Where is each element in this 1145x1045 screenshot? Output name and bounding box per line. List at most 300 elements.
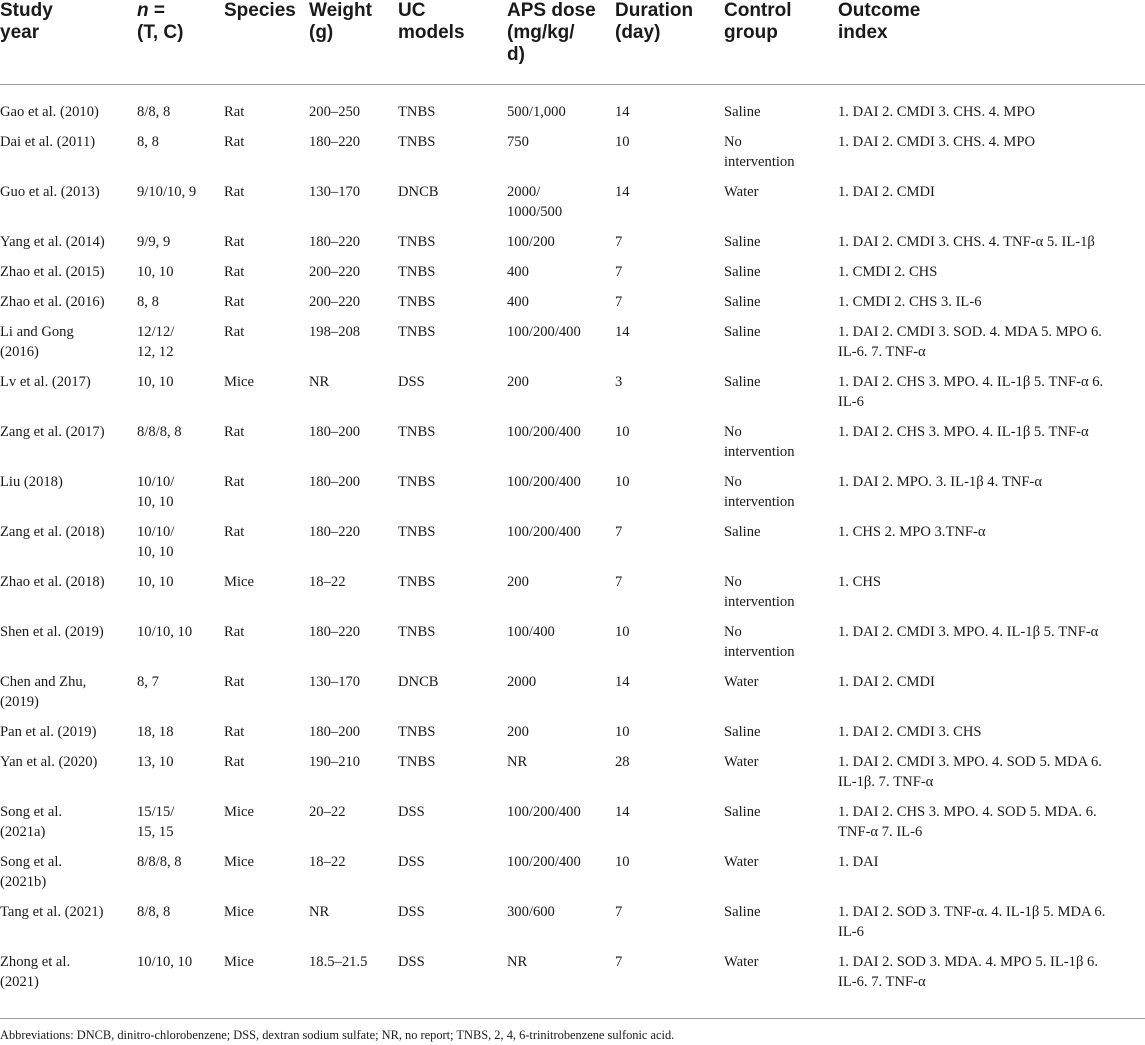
cell-line: 20–22	[309, 804, 346, 820]
cell-duration	[615, 372, 724, 422]
cell-line: Liu (2018)	[0, 474, 63, 490]
cell-line: Rat	[224, 184, 245, 200]
cell-line: Saline	[724, 294, 761, 310]
cell-aps-dose	[507, 372, 615, 422]
cell-aps-dose	[507, 802, 615, 852]
cell-line: 7	[615, 574, 623, 590]
cell-weight	[309, 422, 398, 472]
cell-n-treatment-control	[137, 182, 224, 232]
cell-control-group	[724, 132, 838, 182]
cell-line: (mg/kg/	[507, 22, 575, 43]
cell-line: Saline	[724, 524, 761, 540]
cell-line: TNBS	[398, 134, 436, 150]
cell-line: 1. DAI	[838, 854, 879, 870]
cell-species	[224, 322, 309, 372]
cell-line: 130–170	[309, 184, 361, 200]
cell-line: Rat	[224, 724, 245, 740]
cell-line: 8/8, 8	[137, 104, 171, 120]
cell-line: TNBS	[398, 294, 436, 310]
cell-aps-dose	[507, 322, 615, 372]
cell-study-year	[0, 722, 137, 752]
cell-line: Water	[724, 954, 759, 970]
cell-line: Saline	[724, 324, 761, 340]
cell-control-group	[724, 262, 838, 292]
cell-weight	[309, 852, 398, 902]
cell-line: Mice	[224, 804, 254, 820]
cell-line: Pan et al. (2019)	[0, 724, 97, 740]
cell-species	[224, 372, 309, 422]
column-header-weight	[309, 0, 398, 85]
cell-control-group	[724, 85, 838, 133]
cell-line: Rat	[224, 104, 245, 120]
cell-line: 1000/500	[507, 204, 563, 220]
cell-line: 1. DAI 2. CMDI 3. CHS	[838, 724, 982, 740]
cell-outcome-index	[838, 952, 1145, 1002]
cell-line: 18–22	[309, 574, 346, 590]
cell-species	[224, 132, 309, 182]
column-header-aps-dose	[507, 0, 615, 85]
cell-line: 2000/	[507, 184, 541, 200]
cell-line: 14	[615, 324, 630, 340]
cell-line: 15, 15	[137, 824, 174, 840]
cell-outcome-index	[838, 672, 1145, 722]
cell-uc-models	[398, 852, 507, 902]
cell-line: Zhao et al. (2018)	[0, 574, 105, 590]
cell-line: 7	[615, 264, 623, 280]
cell-line: Rat	[224, 754, 245, 770]
table-row	[0, 182, 1145, 232]
table-row	[0, 372, 1145, 422]
cell-aps-dose	[507, 262, 615, 292]
cell-duration	[615, 722, 724, 752]
cell-line: Species	[224, 0, 296, 21]
cell-aps-dose	[507, 852, 615, 902]
cell-line: 1. DAI 2. CMDI 3. SOD. 4. MDA 5. MPO 6.	[838, 324, 1102, 340]
cell-aps-dose	[507, 722, 615, 752]
cell-aps-dose	[507, 522, 615, 572]
cell-duration	[615, 262, 724, 292]
table-row	[0, 752, 1145, 802]
cell-line: Water	[724, 674, 759, 690]
cell-uc-models	[398, 572, 507, 622]
cell-aps-dose	[507, 952, 615, 1002]
cell-duration	[615, 752, 724, 802]
cell-line: 200–220	[309, 294, 361, 310]
cell-n-treatment-control	[137, 232, 224, 262]
cell-line: 7	[615, 234, 623, 250]
column-header-uc-models	[398, 0, 507, 85]
cell-weight	[309, 182, 398, 232]
cell-uc-models	[398, 722, 507, 752]
cell-line: DNCB	[398, 184, 439, 200]
table-row	[0, 622, 1145, 672]
cell-line: 1. DAI 2. CHS 3. MPO. 4. IL-1β 5. TNF-α 6.	[838, 374, 1104, 390]
cell-outcome-index	[838, 622, 1145, 672]
cell-species	[224, 752, 309, 802]
cell-line: 10	[615, 854, 630, 870]
cell-line: 13, 10	[137, 754, 174, 770]
cell-outcome-index	[838, 572, 1145, 622]
cell-line: 14	[615, 804, 630, 820]
cell-line: NR	[309, 374, 330, 390]
cell-line: TNBS	[398, 574, 436, 590]
cell-line: Saline	[724, 234, 761, 250]
cell-line: 7	[615, 294, 623, 310]
cell-weight	[309, 902, 398, 952]
cell-line: 12, 12	[137, 344, 174, 360]
cell-line: 1. CHS 2. MPO 3.TNF-α	[838, 524, 986, 540]
cell-species	[224, 952, 309, 1002]
cell-uc-models	[398, 802, 507, 852]
cell-line: (2021)	[0, 974, 39, 990]
cell-n-treatment-control	[137, 132, 224, 182]
cell-line: Rat	[224, 524, 245, 540]
cell-study-year	[0, 232, 137, 262]
cell-study-year	[0, 672, 137, 722]
column-header-duration	[615, 0, 724, 85]
cell-outcome-index	[838, 322, 1145, 372]
cell-aps-dose	[507, 752, 615, 802]
cell-study-year	[0, 292, 137, 322]
cell-study-year	[0, 802, 137, 852]
cell-study-year	[0, 422, 137, 472]
cell-line: 100/200/400	[507, 424, 581, 440]
cell-n-treatment-control	[137, 952, 224, 1002]
cell-line: No	[724, 474, 742, 490]
cell-line: Saline	[724, 374, 761, 390]
cell-line: intervention	[724, 594, 795, 610]
cell-line: Rat	[224, 474, 245, 490]
cell-study-year	[0, 852, 137, 902]
cell-line: Song et al.	[0, 854, 63, 870]
cell-line: Rat	[224, 424, 245, 440]
table-row	[0, 262, 1145, 292]
cell-line: TNBS	[398, 264, 436, 280]
cell-uc-models	[398, 232, 507, 262]
cell-study-year	[0, 262, 137, 292]
cell-line: Dai et al. (2011)	[0, 134, 96, 150]
cell-n-treatment-control	[137, 292, 224, 322]
cell-n-treatment-control	[137, 472, 224, 522]
table-row	[0, 722, 1145, 752]
cell-species	[224, 622, 309, 672]
cell-duration	[615, 902, 724, 952]
cell-line: 1. CHS	[838, 574, 881, 590]
cell-line: (2019)	[0, 694, 39, 710]
cell-n-treatment-control	[137, 572, 224, 622]
cell-uc-models	[398, 902, 507, 952]
cell-control-group	[724, 322, 838, 372]
cell-weight	[309, 85, 398, 133]
cell-uc-models	[398, 952, 507, 1002]
cell-line: Rat	[224, 134, 245, 150]
cell-outcome-index	[838, 372, 1145, 422]
cell-weight	[309, 622, 398, 672]
cell-aps-dose	[507, 622, 615, 672]
table-bottom-rule	[0, 1018, 1145, 1019]
cell-species	[224, 572, 309, 622]
cell-line: TNBS	[398, 754, 436, 770]
cell-uc-models	[398, 292, 507, 322]
cell-species	[224, 802, 309, 852]
cell-study-year	[0, 322, 137, 372]
cell-duration	[615, 802, 724, 852]
cell-duration	[615, 182, 724, 232]
cell-duration	[615, 952, 724, 1002]
cell-line: d)	[507, 44, 525, 65]
cell-line: 1. DAI 2. CMDI 3. CHS. 4. MPO	[838, 104, 1036, 120]
cell-line: IL-6	[838, 924, 864, 940]
cell-line: 9/10/10, 9	[137, 184, 197, 200]
cell-line: 100/200/400	[507, 474, 581, 490]
cell-n-treatment-control	[137, 422, 224, 472]
cell-line: TNBS	[398, 624, 436, 640]
cell-study-year	[0, 132, 137, 182]
cell-line: 3	[615, 374, 623, 390]
cell-line: Zhao et al. (2015)	[0, 264, 105, 280]
cell-line: Gao et al. (2010)	[0, 104, 99, 120]
cell-line: 1. DAI 2. MPO. 3. IL-1β 4. TNF-α	[838, 474, 1042, 490]
cell-line: TNBS	[398, 524, 436, 540]
cell-line: 100/200/400	[507, 804, 581, 820]
cell-line: Zang et al. (2018)	[0, 524, 105, 540]
cell-weight	[309, 722, 398, 752]
cell-aps-dose	[507, 422, 615, 472]
cell-n-treatment-control	[137, 672, 224, 722]
cell-line: 180–200	[309, 424, 361, 440]
cell-control-group	[724, 802, 838, 852]
cell-control-group	[724, 182, 838, 232]
cell-line: Rat	[224, 624, 245, 640]
cell-study-year	[0, 902, 137, 952]
cell-line: Yan et al. (2020)	[0, 754, 98, 770]
cell-line: 8/8/8, 8	[137, 854, 182, 870]
cell-line: group	[724, 22, 778, 43]
cell-line: TNBS	[398, 724, 436, 740]
cell-line: Guo et al. (2013)	[0, 184, 100, 200]
cell-line: 400	[507, 264, 529, 280]
table-row	[0, 322, 1145, 372]
cell-line: No	[724, 424, 742, 440]
cell-line: 200	[507, 574, 529, 590]
cell-line: 130–170	[309, 674, 361, 690]
cell-outcome-index	[838, 722, 1145, 752]
table-row	[0, 292, 1145, 322]
cell-line: 10	[615, 624, 630, 640]
cell-outcome-index	[838, 292, 1145, 322]
cell-species	[224, 672, 309, 722]
cell-study-year	[0, 522, 137, 572]
cell-line: 10	[615, 424, 630, 440]
cell-line: Mice	[224, 374, 254, 390]
cell-line: 200–250	[309, 104, 361, 120]
cell-species	[224, 422, 309, 472]
cell-n-treatment-control	[137, 522, 224, 572]
cell-line: 14	[615, 674, 630, 690]
cell-line: 18–22	[309, 854, 346, 870]
cell-n-treatment-control	[137, 722, 224, 752]
cell-aps-dose	[507, 902, 615, 952]
cell-uc-models	[398, 752, 507, 802]
cell-line: Mice	[224, 904, 254, 920]
cell-control-group	[724, 752, 838, 802]
cell-outcome-index	[838, 802, 1145, 852]
cell-species	[224, 232, 309, 262]
cell-uc-models	[398, 182, 507, 232]
table-row	[0, 132, 1145, 182]
cell-duration	[615, 852, 724, 902]
table-row	[0, 85, 1145, 133]
table-header-row	[0, 0, 1145, 85]
cell-line: Saline	[724, 724, 761, 740]
cell-n-treatment-control	[137, 262, 224, 292]
cell-aps-dose	[507, 472, 615, 522]
cell-duration	[615, 132, 724, 182]
cell-line: Rat	[224, 674, 245, 690]
cell-line: Chen and Zhu,	[0, 674, 87, 690]
cell-study-year	[0, 182, 137, 232]
cell-aps-dose	[507, 292, 615, 322]
cell-line: IL-6. 7. TNF-α	[838, 344, 926, 360]
cell-line: 180–200	[309, 474, 361, 490]
cell-control-group	[724, 522, 838, 572]
cell-line: 300/600	[507, 904, 555, 920]
cell-line: 750	[507, 134, 529, 150]
table-row	[0, 802, 1145, 852]
cell-line: 8, 8	[137, 294, 159, 310]
cell-line: Mice	[224, 574, 254, 590]
cell-line: 10	[615, 134, 630, 150]
cell-weight	[309, 672, 398, 722]
cell-line: 100/200/400	[507, 324, 581, 340]
cell-line: 10, 10	[137, 544, 174, 560]
cell-line: intervention	[724, 494, 795, 510]
cell-outcome-index	[838, 182, 1145, 232]
cell-duration	[615, 522, 724, 572]
cell-study-year	[0, 752, 137, 802]
cell-line: 198–208	[309, 324, 361, 340]
cell-line: 8, 7	[137, 674, 159, 690]
cell-n-treatment-control	[137, 802, 224, 852]
table-row	[0, 672, 1145, 722]
cell-line: DSS	[398, 374, 425, 390]
cell-aps-dose	[507, 572, 615, 622]
cell-weight	[309, 952, 398, 1002]
table-row	[0, 422, 1145, 472]
cell-line: TNBS	[398, 324, 436, 340]
cell-study-year	[0, 622, 137, 672]
cell-line: Water	[724, 184, 759, 200]
cell-control-group	[724, 372, 838, 422]
cell-line: DSS	[398, 954, 425, 970]
cell-line: DSS	[398, 804, 425, 820]
cell-line: 200	[507, 374, 529, 390]
cell-line: Mice	[224, 854, 254, 870]
table-row	[0, 472, 1145, 522]
cell-line: 500/1,000	[507, 104, 566, 120]
cell-control-group	[724, 722, 838, 752]
cell-line: 1. DAI 2. CHS 3. MPO. 4. IL-1β 5. TNF-α	[838, 424, 1089, 440]
cell-control-group	[724, 292, 838, 322]
cell-line: TNBS	[398, 234, 436, 250]
cell-control-group	[724, 672, 838, 722]
cell-line: TNBS	[398, 424, 436, 440]
cell-line: 1. DAI 2. CMDI 3. CHS. 4. MPO	[838, 134, 1036, 150]
cell-line: Saline	[724, 264, 761, 280]
cell-line: intervention	[724, 154, 795, 170]
cell-line: 190–210	[309, 754, 361, 770]
cell-line: 10/10/	[137, 474, 175, 490]
cell-line: 180–200	[309, 724, 361, 740]
cell-line: intervention	[724, 644, 795, 660]
cell-uc-models	[398, 622, 507, 672]
cell-uc-models	[398, 132, 507, 182]
cell-weight	[309, 522, 398, 572]
cell-outcome-index	[838, 262, 1145, 292]
cell-uc-models	[398, 85, 507, 133]
table-row	[0, 522, 1145, 572]
cell-line: 1. DAI 2. CMDI 3. CHS. 4. TNF-α 5. IL-1β	[838, 234, 1095, 250]
cell-line: IL-6. 7. TNF-α	[838, 974, 926, 990]
cell-uc-models	[398, 472, 507, 522]
cell-line: Tang et al. (2021)	[0, 904, 104, 920]
cell-duration	[615, 232, 724, 262]
cell-duration	[615, 672, 724, 722]
cell-control-group	[724, 572, 838, 622]
cell-aps-dose	[507, 132, 615, 182]
cell-line: 8, 8	[137, 134, 159, 150]
cell-line: Water	[724, 854, 759, 870]
cell-line: 10	[615, 474, 630, 490]
cell-duration	[615, 322, 724, 372]
cell-line: Song et al.	[0, 804, 63, 820]
cell-line: 1. DAI 2. CMDI	[838, 674, 935, 690]
cell-line: 1. DAI 2. SOD 3. TNF-α. 4. IL-1β 5. MDA 6.	[838, 904, 1106, 920]
cell-line: DSS	[398, 904, 425, 920]
cell-line: TNF-α 7. IL-6	[838, 824, 923, 840]
cell-uc-models	[398, 322, 507, 372]
cell-duration	[615, 472, 724, 522]
cell-line: 100/200/400	[507, 524, 581, 540]
cell-species	[224, 852, 309, 902]
cell-line: 1. DAI 2. CMDI 3. MPO. 4. IL-1β 5. TNF-α	[838, 624, 1099, 640]
cell-line: Rat	[224, 234, 245, 250]
cell-line: 10/10, 10	[137, 624, 193, 640]
cell-control-group	[724, 902, 838, 952]
cell-line: (g)	[309, 22, 334, 43]
cell-line: Li and Gong	[0, 324, 74, 340]
cell-line: Weight	[309, 0, 372, 21]
cell-n-treatment-control	[137, 85, 224, 133]
cell-line: No	[724, 134, 742, 150]
cell-line: NR	[507, 754, 528, 770]
cell-line: 18.5–21.5	[309, 954, 368, 970]
cell-line: 7	[615, 954, 623, 970]
cell-line: Outcome	[838, 0, 921, 21]
cell-weight	[309, 292, 398, 322]
cell-line: (2021b)	[0, 874, 47, 890]
cell-line: 8/8/8, 8	[137, 424, 182, 440]
column-header-species	[224, 0, 309, 85]
column-header-study-year	[0, 0, 137, 85]
cell-line: 10/10, 10	[137, 954, 193, 970]
table-body	[0, 85, 1145, 1003]
cell-line: (2021a)	[0, 824, 46, 840]
cell-aps-dose	[507, 182, 615, 232]
cell-outcome-index	[838, 85, 1145, 133]
cell-line: 7	[615, 524, 623, 540]
cell-control-group	[724, 472, 838, 522]
